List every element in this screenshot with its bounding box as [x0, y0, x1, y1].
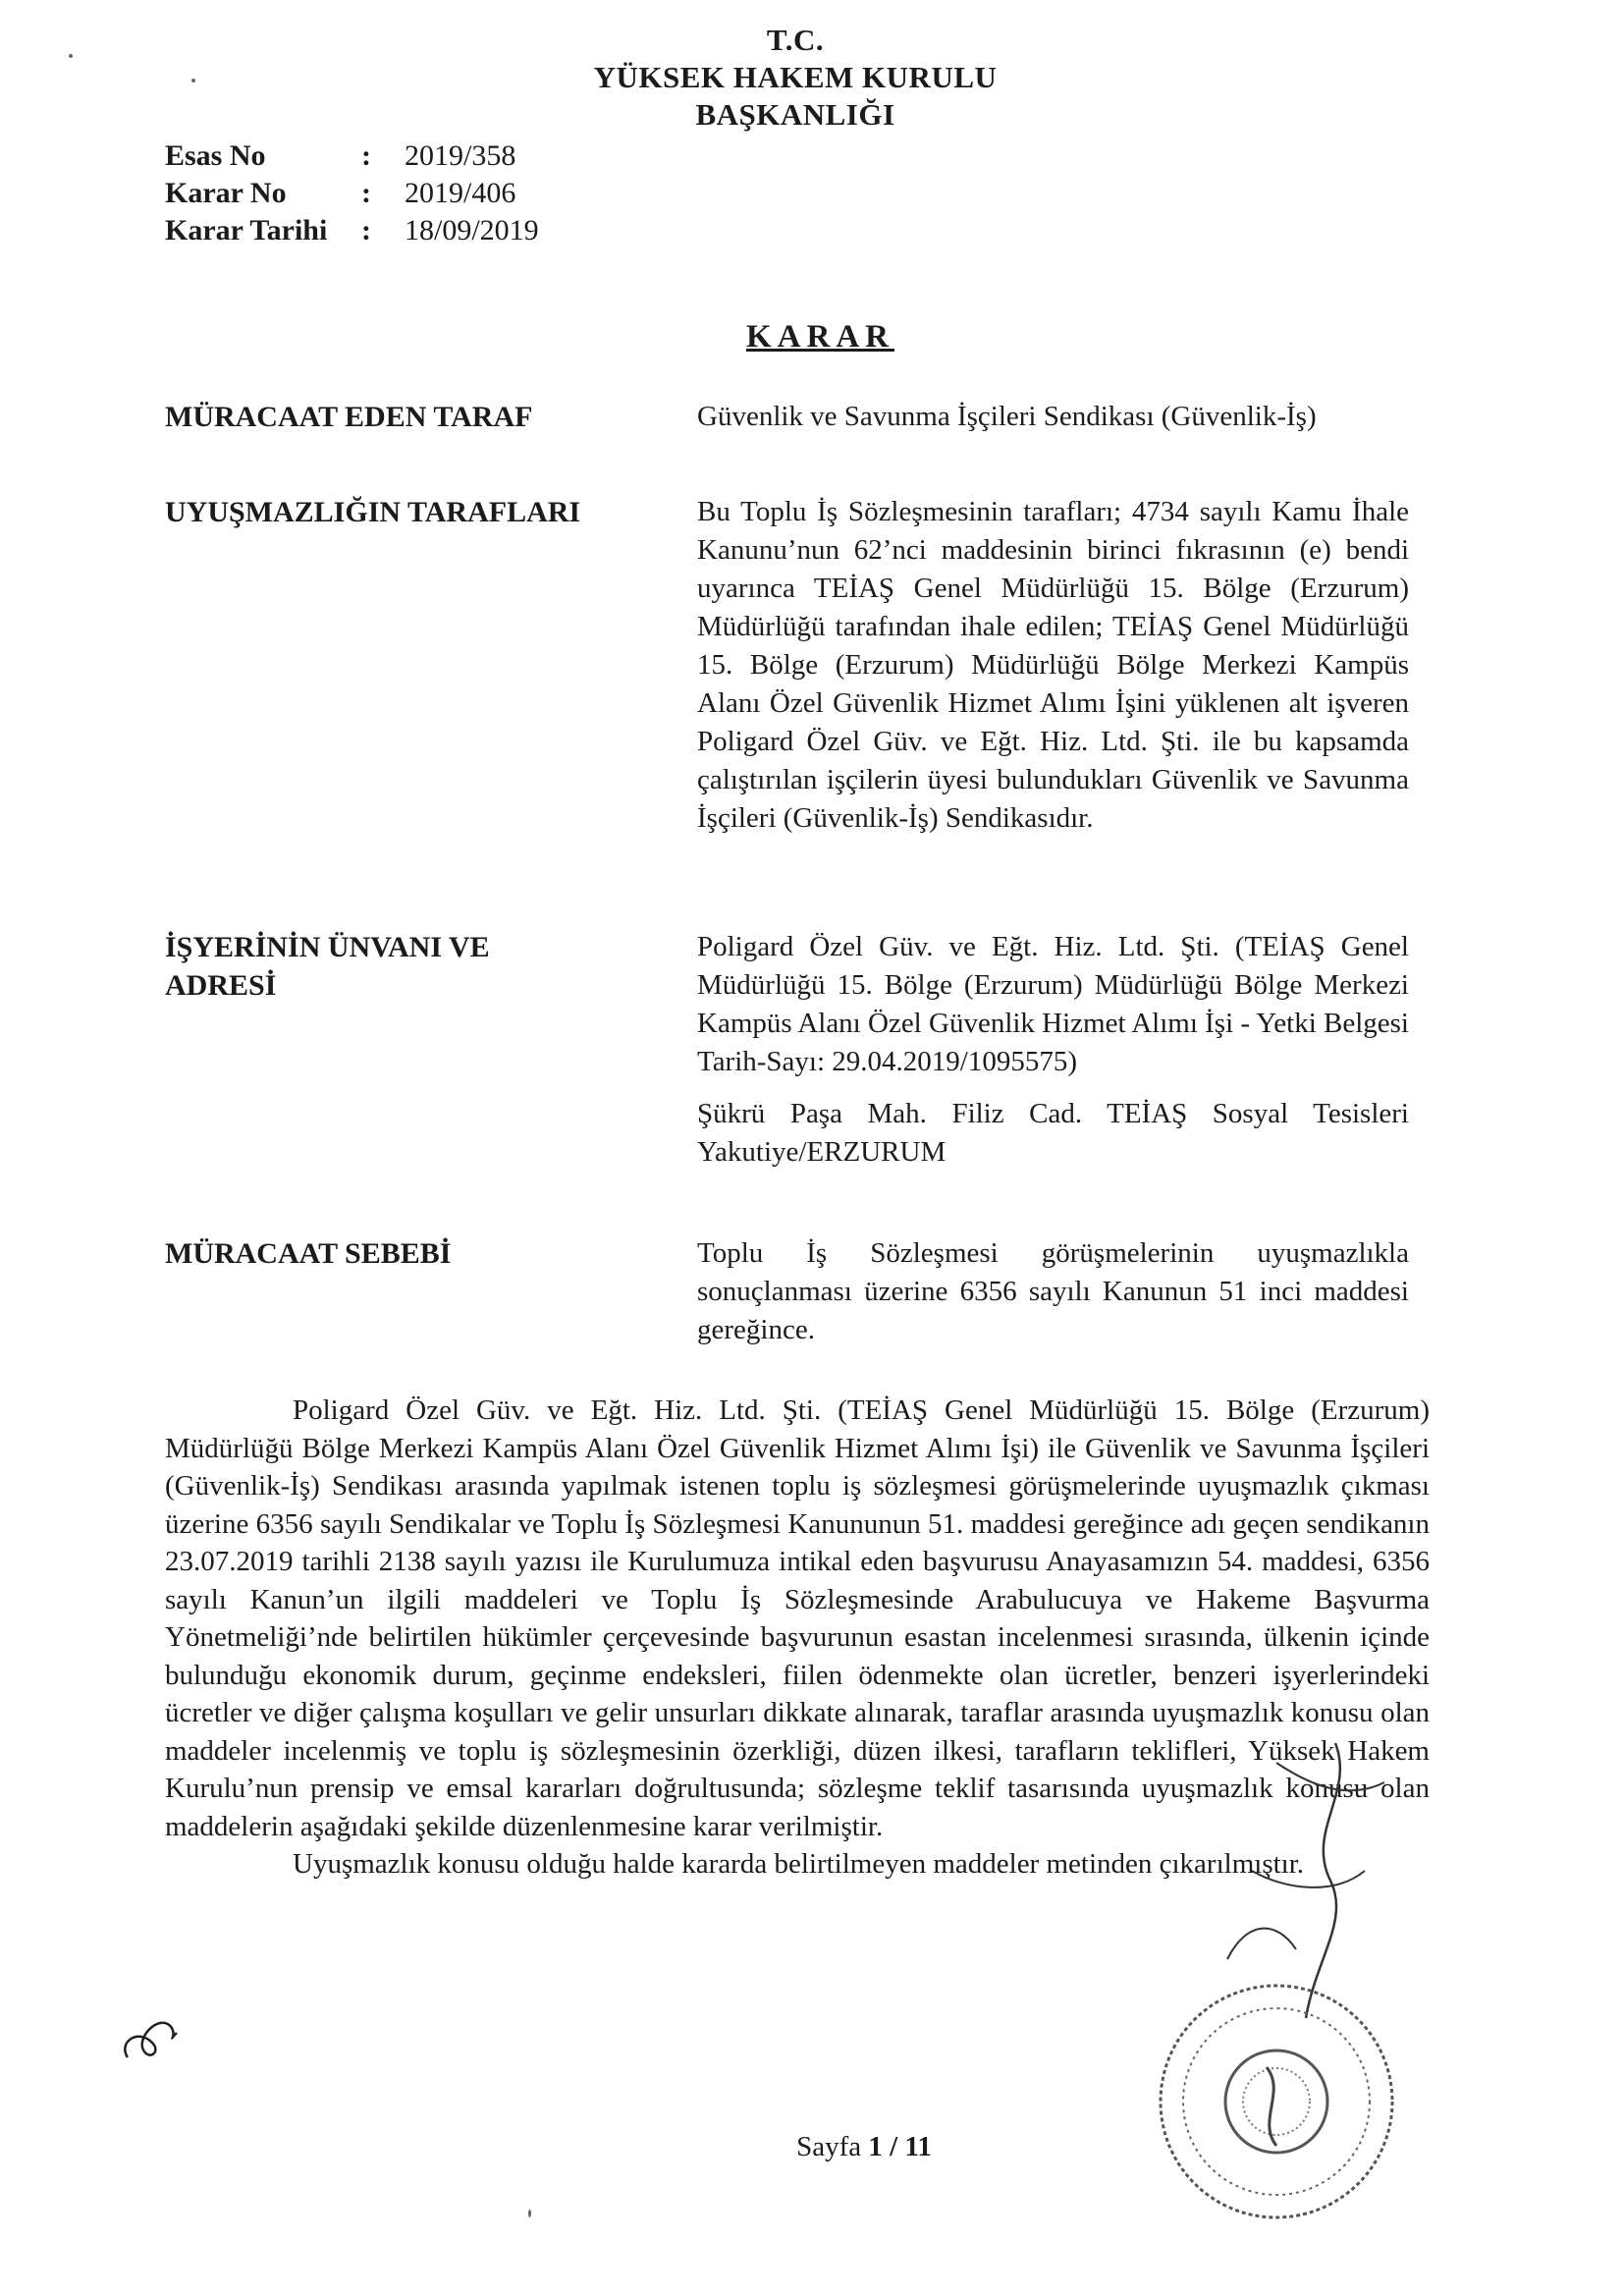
- scan-speck: [191, 79, 195, 82]
- page-label: Sayfa: [796, 2131, 862, 2162]
- official-seal: [1129, 1974, 1424, 2229]
- applicant-text: Güvenlik ve Savunma İşçileri Sendikası (Güvenlik-İş): [697, 401, 1317, 432]
- section-value: [697, 398, 1409, 436]
- meta-value: 2019/358: [405, 139, 516, 172]
- meta-label: Esas No: [165, 139, 266, 172]
- parties-text: Bu Toplu İş Sözleşmesinin tarafları; 4734 sayılı Kamu İhale Kanunu’nun 62’nci maddesinin birinci fıkrasının (e) bendi uyarınca TEİAŞ Genel Müdürlüğü 15. Bölge (Erzurum) Müdürlüğü tarafından ihale edilen; TEİAŞ Genel Müdürlüğü 15. Bölge (Erzurum) Müdürlüğü Bölge Merkezi Kampüs Alanı Özel Güvenlik Hizmet Alımı İşini yüklenen alt işveren Poligard Özel Güv. ve Eğt. Hiz. Ltd. Şti. ile bu kapsamda çalıştırılan işçilerin üyesi bulundukları Güvenlik ve Savunma İşçileri (Güvenlik-İş) Sendikasıdır.: [697, 496, 1409, 834]
- decision-title: KARAR: [746, 319, 894, 355]
- section-value: [697, 928, 1409, 1172]
- section-value: [697, 1234, 1409, 1349]
- header-institution: YÜKSEK HAKEM KURULU: [593, 60, 998, 94]
- section-value: [697, 493, 1409, 838]
- scan-speck: [69, 54, 73, 58]
- scan-speck: [528, 2210, 531, 2217]
- initial-mark: [118, 2003, 206, 2072]
- meta-value: 18/09/2019: [405, 214, 539, 246]
- workplace-text: Poligard Özel Güv. ve Eğt. Hiz. Ltd. Şti. (TEİAŞ Genel Müdürlüğü 15. Bölge (Erzurum) Müdürlüğü Bölge Merkezi Kampüs Alanı Özel Güvenlik Hizmet Alımı İşi - Yetki Belgesi Tarih-Sayı: 29.04.2019/1095575): [697, 931, 1409, 1077]
- section-applicant: [165, 398, 1424, 436]
- reason-text: Toplu İş Sözleşmesi görüşmelerinin uyuşmazlıkla sonuçlanması üzerine 6356 sayılı Kanunun 51 inci maddesi gereğince.: [697, 1237, 1409, 1345]
- meta-row-esas: [165, 137, 539, 175]
- section-reason: [165, 1234, 1424, 1349]
- workplace-address: Şükrü Paşa Mah. Filiz Cad. TEİAŞ Sosyal Tesisleri Yakutiye/ERZURUM: [697, 1098, 1409, 1168]
- meta-row-karar: [165, 175, 539, 212]
- section-label: İŞYERİNİN ÜNVANI VE ADRESİ: [165, 931, 490, 1002]
- meta-value: 2019/406: [405, 177, 516, 209]
- section-label: UYUŞMAZLIĞIN TARAFLARI: [165, 496, 581, 528]
- body-paragraph: Poligard Özel Güv. ve Eğt. Hiz. Ltd. Şti. (TEİAŞ Genel Müdürlüğü 15. Bölge (Erzurum) Müdürlüğü Bölge Merkezi Kampüs Alanı Özel Güvenlik Hizmet Alımı İşi) ile Güvenlik ve Savunma İşçileri (Güvenlik-İş) Sendikası arasında yapılmak istenen toplu iş sözleşmesi görüşmelerinde uyuşmazlık çıkması üzerine 6356 sayılı Sendikalar ve Toplu İş Sözleşmesi Kanununun 51. maddesi gereğince adı geçen sendikanın 23.07.2019 tarihli 2138 sayılı yazısı ile Kurulumuza intikal eden başvurusu Anayasamızın 54. maddesi, 6356 sayılı Kanun’un ilgili maddeleri ve Toplu İş Sözleşmesinde Arabulucuya ve Hakeme Başvurma Yönetmeliği’nde belirtilen hükümler çerçevesinde başvurunun esastan incelenmesi sırasında, ülkenin içinde bulunduğu ekonomik durum, geçinme endeksleri, fiilen ödenmekte olan ücretler, benzeri işyerlerindeki ücretler ve diğer çalışma koşulları ve gelir unsurları dikkate alınarak, taraflar arasında uyuşmazlık konusu olan maddeler incelenmiş ve toplu iş sözleşmesinin özerkliği, düzen ilkesi, tarafların teklifleri, Yüksek Hakem Kurulu’nun prensip ve emsal kararları doğrultusunda; sözleşme teklif tasarısında uyuşmazlık konusu olan maddelerin aşağıdaki şekilde düzenlenmesine karar verilmiştir.: [165, 1394, 1430, 1842]
- meta-label: Karar Tarihi: [165, 214, 328, 246]
- header-office: BAŞKANLIĞI: [695, 97, 895, 132]
- meta-colon: :: [361, 214, 371, 246]
- page-number: 1 / 11: [868, 2131, 932, 2162]
- meta-colon: :: [361, 177, 371, 209]
- page-footer: [687, 2131, 1041, 2163]
- section-label: MÜRACAAT EDEN TARAF: [165, 401, 533, 433]
- meta-colon: :: [361, 139, 371, 172]
- header-tc: T.C.: [766, 23, 825, 57]
- section-parties: [165, 493, 1424, 838]
- section-workplace: [165, 928, 1424, 1172]
- body-paragraph: Uyuşmazlık konusu olduğu halde kararda belirtilmeyen maddeler metinden çıkarılmıştır.: [293, 1848, 1305, 1880]
- institution-header: [530, 22, 1060, 134]
- meta-row-tarih: [165, 212, 539, 249]
- meta-label: Karar No: [165, 177, 287, 209]
- case-metadata: [165, 137, 539, 249]
- section-label: MÜRACAAT SEBEBİ: [165, 1237, 452, 1270]
